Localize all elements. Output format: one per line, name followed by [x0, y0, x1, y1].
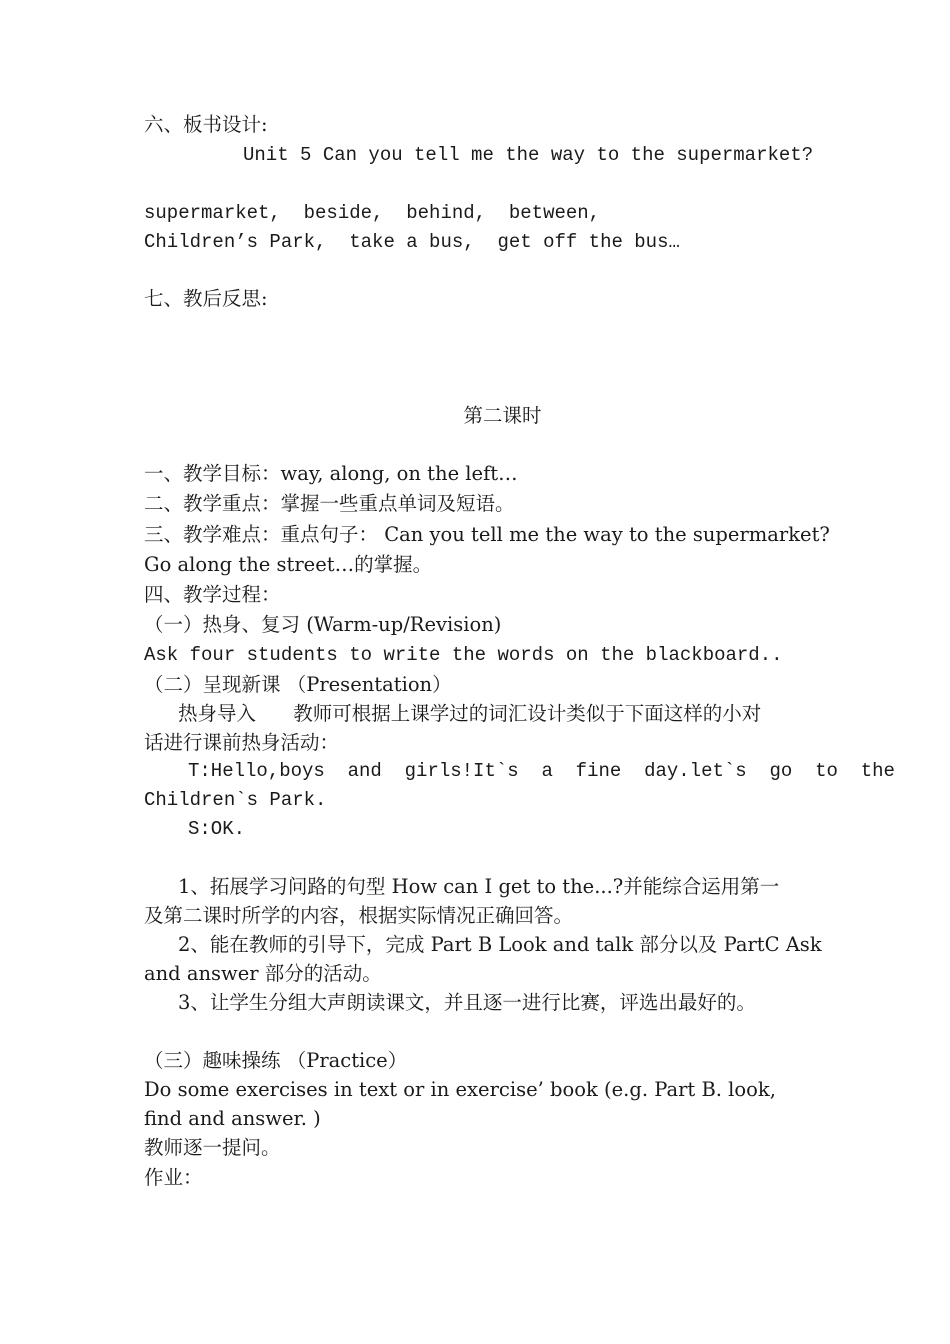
practice-line1: Do some exercises in text or in exercise’ book (e.g. Part B. look, — [144, 1078, 776, 1101]
section6-title: 六、板书设计: — [144, 113, 268, 136]
focus-line: 二、教学重点：掌握一些重点单词及短语。 — [144, 492, 515, 515]
step3: 3、让学生分组大声朗读课文，并且逐一进行比赛，评选出最好的。 — [178, 991, 756, 1014]
practice-line2: find and answer. ) — [144, 1107, 321, 1130]
dialog-teacher-line1: T:Hello,boys and girls!It`s a fine day.let`s go to the — [188, 760, 895, 782]
board-words-line2: Children’s Park, take a bus, get off the bus… — [144, 231, 680, 253]
homework-label: 作业： — [144, 1166, 203, 1189]
process-title: 四、教学过程： — [144, 583, 281, 606]
teacher-ask: 教师逐一提问。 — [144, 1136, 281, 1159]
dialog-student: S:OK. — [188, 818, 246, 840]
lesson2-heading: 第二课时 — [463, 404, 542, 427]
practice-title: （三）趣味操练 （Practice） — [144, 1049, 408, 1072]
presentation-intro-line1: 热身导入 教师可根据上课学过的词汇设计类似于下面这样的小对 — [178, 702, 762, 725]
step1-line1: 1、拓展学习问路的句型 How can I get to the...?并能综合运用第一 — [178, 875, 780, 898]
step2-line1: 2、能在教师的引导下，完成 Part B Look and talk 部分以及 PartC Ask — [178, 933, 822, 956]
warmup-text: Ask four students to write the words on the blackboard.. — [144, 644, 783, 666]
step1-line2: 及第二课时所学的内容，根据实际情况正确回答。 — [144, 904, 574, 927]
presentation-intro-line2: 话进行课前热身活动： — [144, 731, 340, 754]
presentation-title: （二）呈现新课 （Presentation） — [144, 673, 452, 696]
warmup-title: （一）热身、复习 (Warm-up/Revision) — [144, 613, 502, 636]
board-words-line1: supermarket, beside, behind, between, — [144, 202, 601, 224]
difficulty-line1: 三、教学难点：重点句子： Can you tell me the way to the supermarket? — [144, 523, 830, 546]
board-title: Unit 5 Can you tell me the way to the supermarket? — [243, 144, 814, 166]
step2-line2: and answer 部分的活动。 — [144, 962, 382, 985]
difficulty-line2: Go along the street…的掌握。 — [144, 553, 433, 576]
section7-title: 七、教后反思: — [144, 287, 268, 310]
goal-line: 一、教学目标：way, along, on the left… — [144, 462, 518, 485]
dialog-teacher-line2: Children`s Park. — [144, 789, 327, 811]
